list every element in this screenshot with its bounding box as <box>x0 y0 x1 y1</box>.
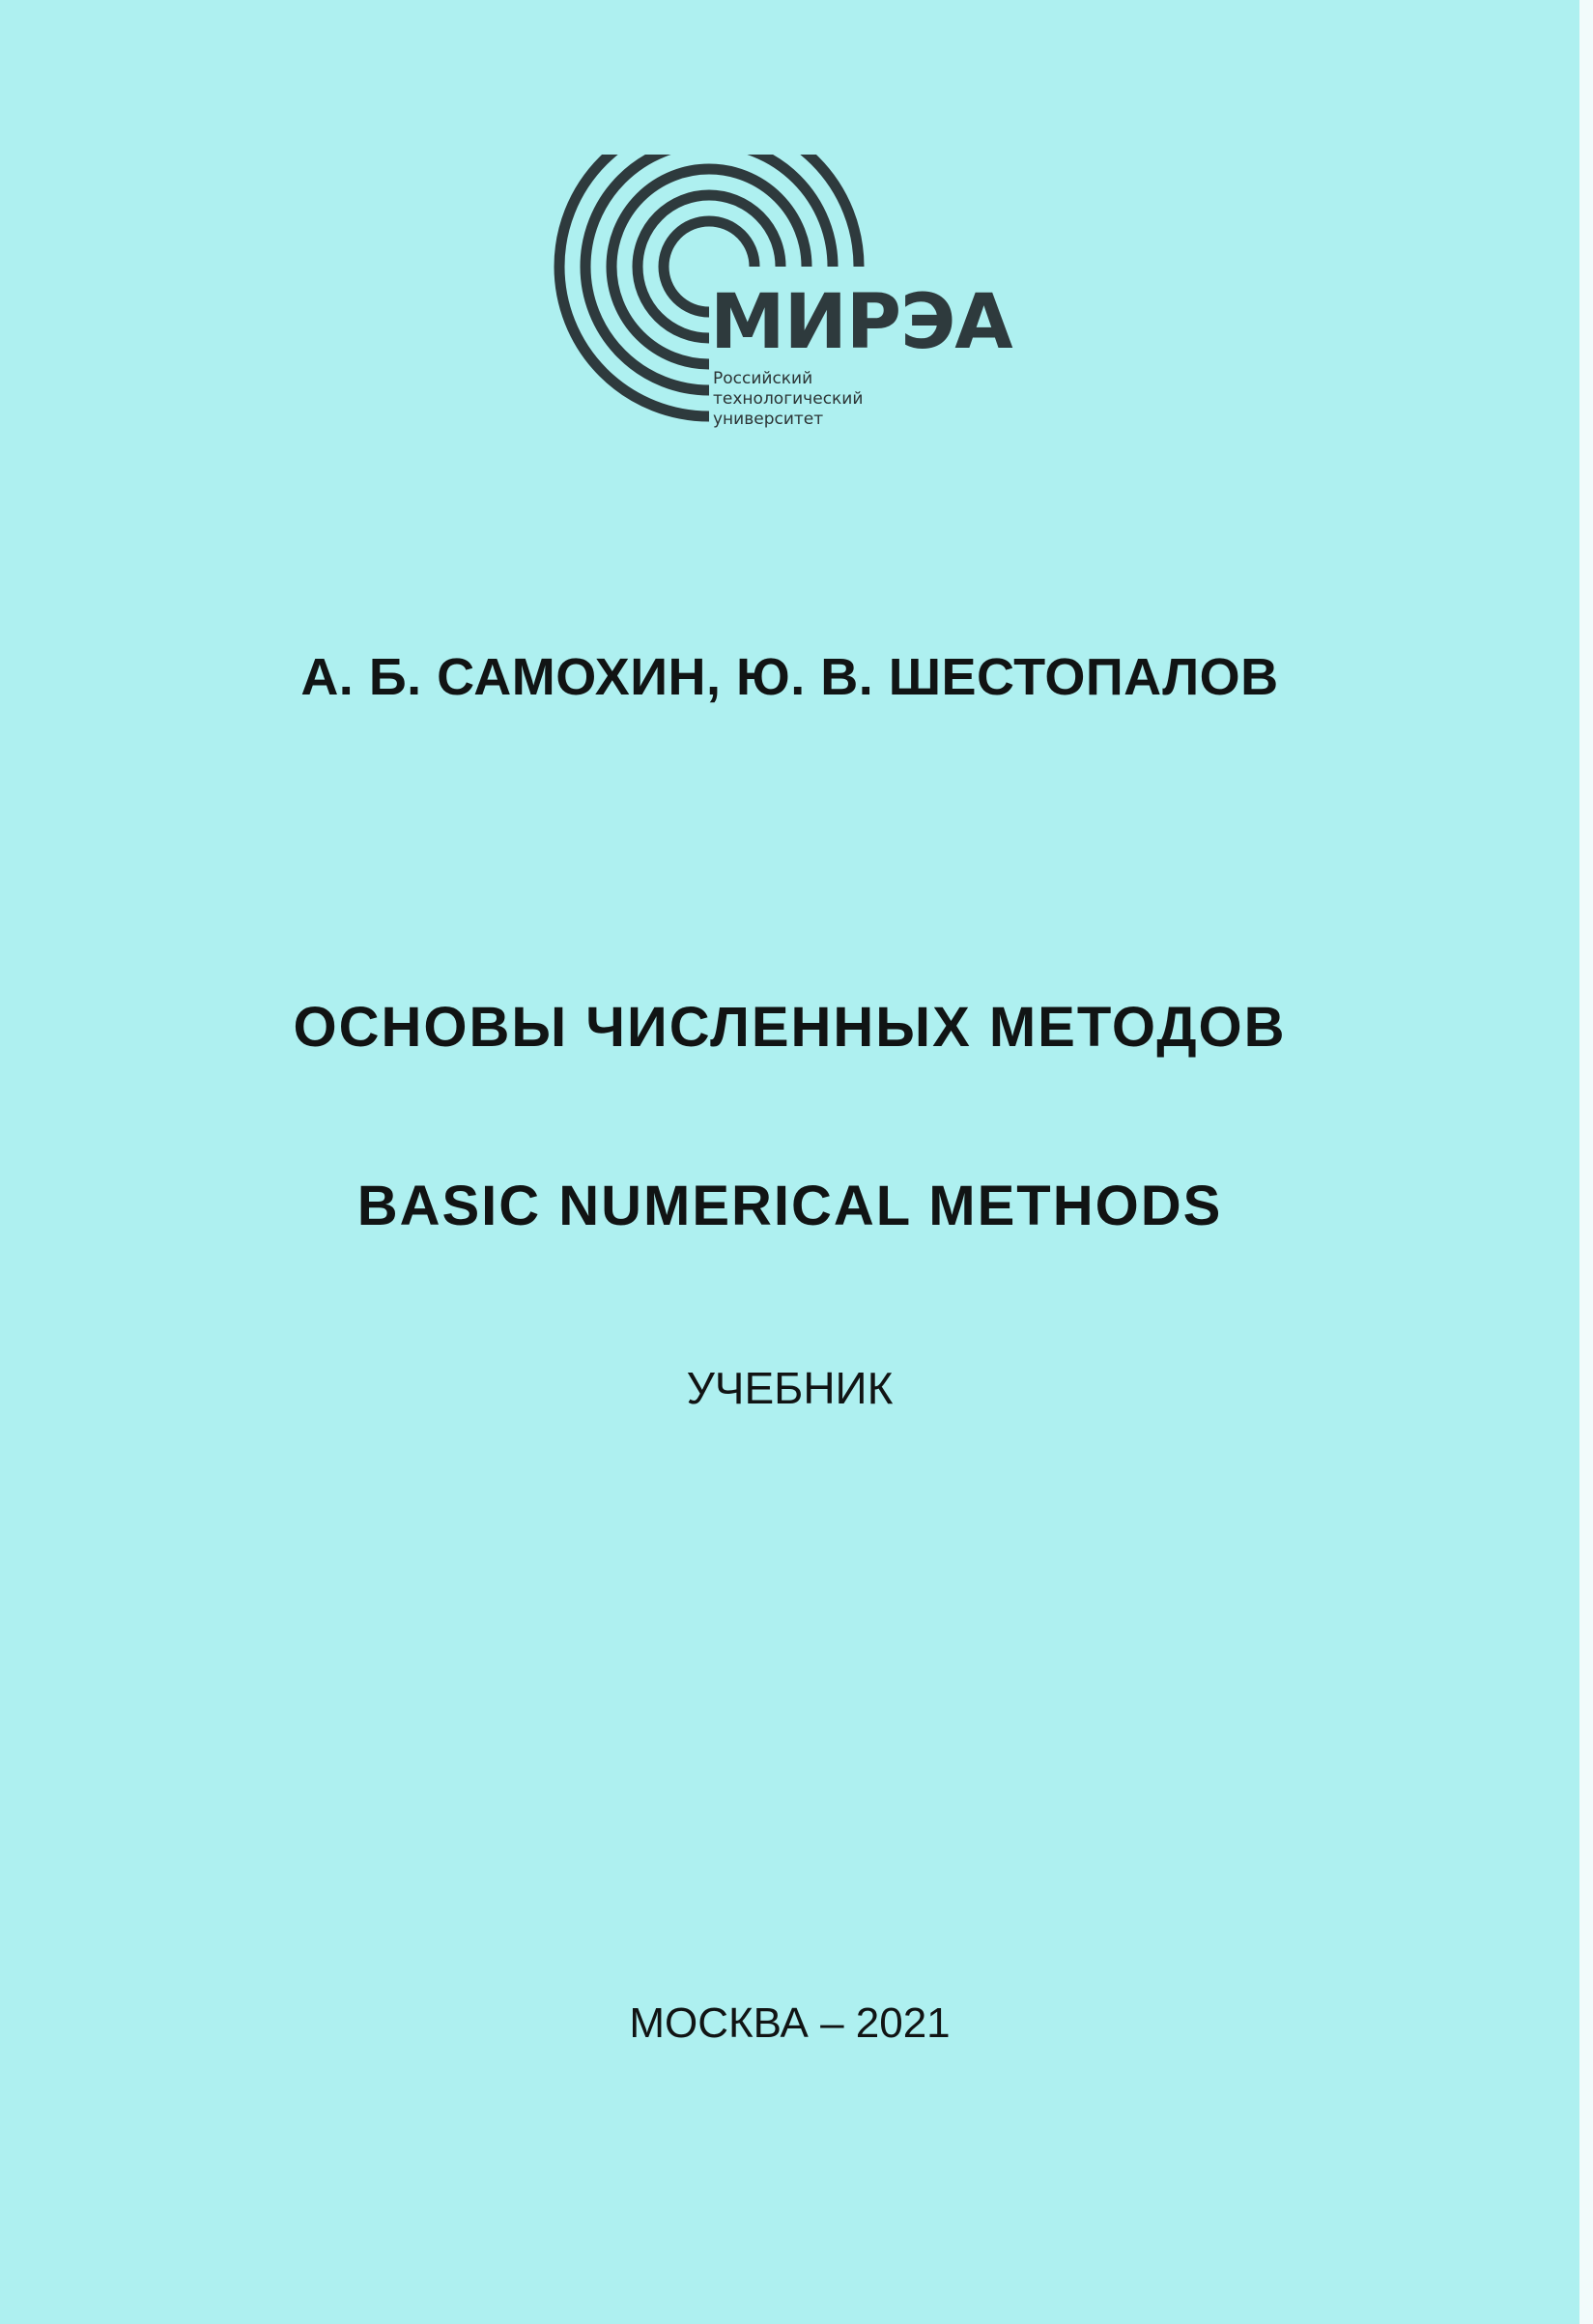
city-and-year: МОСКВА – 2021 <box>629 1999 951 2047</box>
authors: А. Б. САМОХИН, Ю. В. ШЕСТОПАЛОВ <box>300 648 1279 706</box>
logo-subtitle-line: университет <box>713 410 824 429</box>
logo-subtitle <box>713 369 863 430</box>
mirea-logo <box>536 155 1038 454</box>
logo-wordmark: МИРЭА <box>710 279 1012 366</box>
book-title-russian: ОСНОВЫ ЧИСЛЕННЫХ МЕТОДОВ <box>293 996 1287 1059</box>
cover-edge <box>1579 0 1593 2324</box>
logo-subtitle-line: технологический <box>713 389 864 409</box>
book-title-english: BASIC NUMERICAL METHODS <box>356 1175 1223 1237</box>
book-type: УЧЕБНИК <box>686 1363 894 1413</box>
logo-subtitle-line: Российский <box>713 369 813 388</box>
